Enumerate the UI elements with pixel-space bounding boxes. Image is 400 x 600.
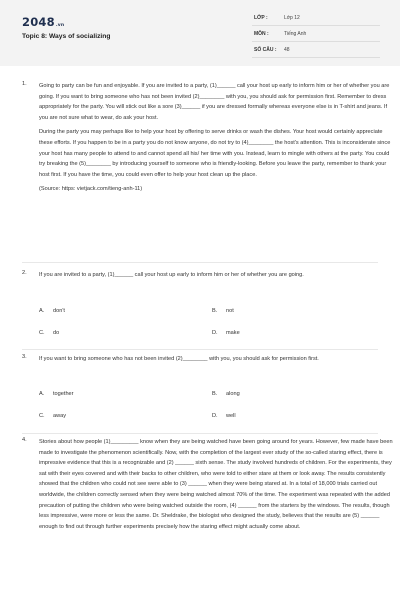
question-number: 3. xyxy=(22,354,27,360)
meta-class-label: LỚP : xyxy=(254,15,268,21)
meta-subject-value: Tiếng Anh xyxy=(284,31,307,37)
option-text: along xyxy=(226,391,240,397)
option-c[interactable] xyxy=(39,413,66,419)
question-passage xyxy=(39,81,393,199)
option-label: B. xyxy=(212,308,218,314)
question-number: 2. xyxy=(22,270,27,276)
option-a[interactable] xyxy=(39,308,65,314)
meta-count xyxy=(254,45,290,55)
option-label: A. xyxy=(39,308,45,314)
option-text: make xyxy=(226,330,240,336)
passage-paragraph: Going to party can be fun and enjoyable. If you are invited to a party, (1)______ call your host up early to inform him or her of whether you are going. If you want to bring someone who has not been invited (2)________ with you, you should ask for permission first. Remember to dress appropriately for the party. You will stick out like a sore (3)______ if you are dressed formally whereas everyone else is in T-shirt and jeans. If you are not sure what to wear, do ask your host. xyxy=(39,83,390,121)
divider xyxy=(22,262,378,263)
option-text: don't xyxy=(53,308,65,314)
option-d[interactable] xyxy=(212,330,240,336)
topic-title: Topic 8: Ways of socializing xyxy=(22,33,111,40)
option-a[interactable] xyxy=(39,391,74,397)
divider xyxy=(22,433,378,434)
option-text: well xyxy=(226,413,236,419)
option-text: together xyxy=(53,391,74,397)
option-b[interactable] xyxy=(212,308,234,314)
divider xyxy=(252,57,380,58)
site-logo[interactable]: $2048_{.vn}$ xyxy=(22,15,65,29)
option-d[interactable] xyxy=(212,413,236,419)
passage-paragraph: During the party you may perhaps like to help your host by offering to serve drinks or wash the dishes. Your host would certainly appreciate these efforts. If you happen to be in a party you do not know anyone, do not try to (4)________ the host's attention. This is inconsiderate since your host has many people to attend to and cannot spend all his/ her time with you. Instead, learn to mingle with others at the party. You could try breaking the (5)________ by introducing yourself to someone who is friendly-looking. Before you leave the party, remember to thank your host first. If you have the time, you could even offer to help your host clean up the place. xyxy=(39,129,391,178)
meta-class xyxy=(254,13,300,23)
question-number: 4. xyxy=(22,437,27,443)
meta-subject xyxy=(254,29,306,39)
question-passage: Stories about how people (1)_________ know when they are being watched have been going around for years. However, few made have been made to investigate the phenomenon scientifically. Now, with the completion of the largest ever study of the so-called staring effect, there is impressive evidence that this is a recognizable and (2) ______ sixth sense. The study involved hundreds of children. For the experiments, they sat with their eyes covered and with their backs to other children, who were told to either stare at them or look away. The results consistently showed that the children who could not see were able to (3) ______ when they were being stared at. In a total of 18,000 trials carried out worldwide, the children correctly sensed when they were being watched almost 70% of the time. The experiment was repeated with the added precaution of putting the children who were being watched outside the room, (4) ______ from the starters by the windows. The results, though less impressive, were more or less the same. Dr. Sheldrake, the biologist who designed the study, believes that the results are (5) ______ enough to find out through further experiments precisely how the staring effect might actually come about. xyxy=(39,439,393,530)
option-text: away xyxy=(53,413,67,419)
option-text: not xyxy=(226,308,234,314)
option-label: D. xyxy=(212,330,218,336)
divider xyxy=(22,349,378,350)
option-text: do xyxy=(53,330,60,336)
divider xyxy=(252,25,380,26)
question-text: If you are invited to a party, (1)______ call your host up early to inform him or her of whether you are going. xyxy=(39,272,304,278)
question-text: If you want to bring someone who has not been invited (2)________ with you, you should ask for permission first. xyxy=(39,356,319,362)
option-label: C. xyxy=(39,413,45,419)
meta-class-value: Lớp 12 xyxy=(284,15,300,21)
meta-subject-label: MÔN : xyxy=(254,31,269,37)
option-b[interactable] xyxy=(212,391,240,397)
option-c[interactable] xyxy=(39,330,59,336)
divider xyxy=(252,41,380,42)
option-label: A. xyxy=(39,391,45,397)
option-label: D. xyxy=(212,413,218,419)
passage-source: (Source: https: vietjack.com/tieng-anh-11) xyxy=(39,186,143,193)
option-label: C. xyxy=(39,330,45,336)
meta-count-label: SỐ CÂU : xyxy=(254,47,277,53)
option-label: B. xyxy=(212,391,218,397)
question-number: 1. xyxy=(22,81,27,87)
meta-count-value: 48 xyxy=(284,47,290,53)
page-header xyxy=(0,0,400,66)
